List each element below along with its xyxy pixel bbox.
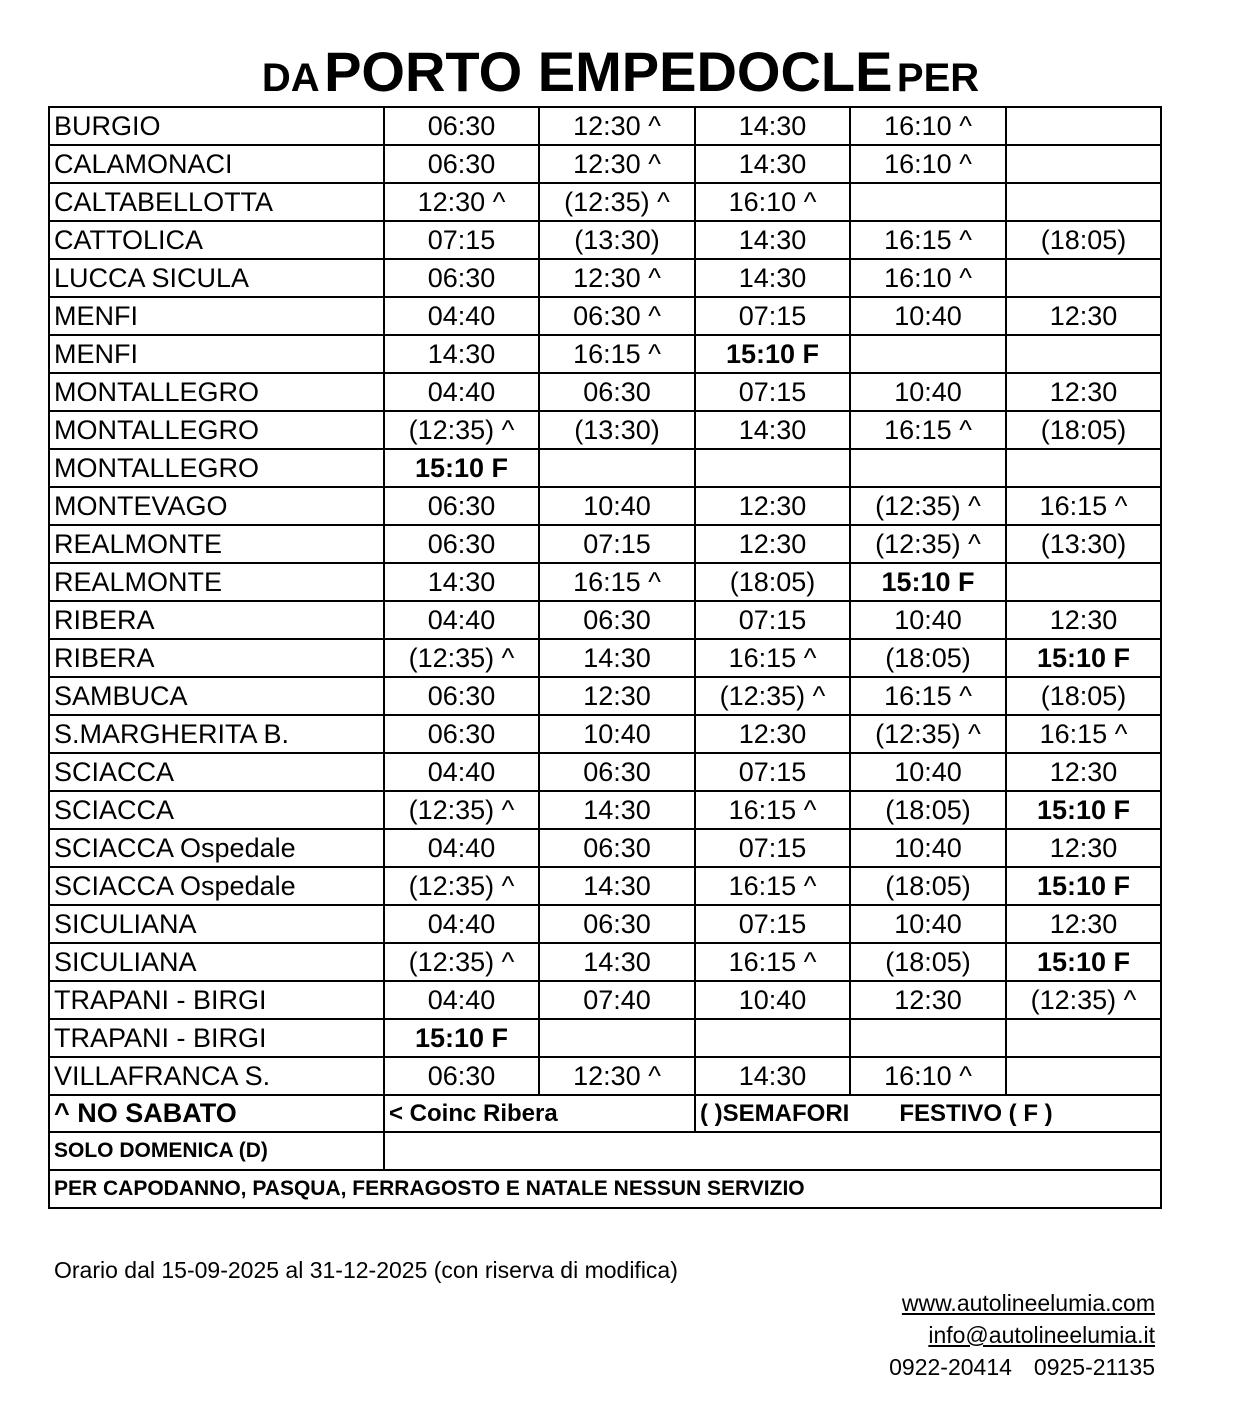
time-cell: 16:15 ^ [850, 221, 1006, 259]
destination-cell: VILLAFRANCA S. [49, 1057, 384, 1095]
time-cell: 14:30 [539, 791, 695, 829]
time-cell: 12:30 [695, 715, 850, 753]
table-row [49, 753, 1161, 791]
time-cell: 12:30 [539, 677, 695, 715]
time-cell [695, 449, 850, 487]
time-cell: 16:15 ^ [695, 639, 850, 677]
destination-cell: BURGIO [49, 107, 384, 145]
time-cell [1006, 335, 1161, 373]
time-cell: 15:10 F [1006, 791, 1161, 829]
time-cell [1006, 449, 1161, 487]
validity-note: Orario dal 15-09-2025 al 31-12-2025 (con riserva di modifica) [54, 1257, 678, 1283]
destination-cell: RIBERA [49, 601, 384, 639]
time-cell: 12:30 [850, 981, 1006, 1019]
legend-festivo: FESTIVO ( F ) [899, 1100, 1053, 1127]
time-cell [539, 1019, 695, 1057]
table-row [49, 829, 1161, 867]
time-cell: 14:30 [695, 145, 850, 183]
time-cell: 06:30 [384, 715, 539, 753]
time-cell: 12:30 ^ [539, 259, 695, 297]
time-cell: (12:35) ^ [384, 943, 539, 981]
time-cell: 07:15 [695, 373, 850, 411]
time-cell: 07:15 [695, 905, 850, 943]
legend-semafori-festivo [695, 1095, 1161, 1132]
time-cell: 07:15 [539, 525, 695, 563]
time-cell: 06:30 [384, 259, 539, 297]
time-cell: (18:05) [1006, 221, 1161, 259]
time-cell: 10:40 [695, 981, 850, 1019]
time-cell: 04:40 [384, 601, 539, 639]
time-cell: 15:10 F [384, 1019, 539, 1057]
time-cell: 16:10 ^ [695, 183, 850, 221]
destination-cell: CALAMONACI [49, 145, 384, 183]
destination-cell: MENFI [49, 297, 384, 335]
table-row [49, 943, 1161, 981]
time-cell: 10:40 [539, 487, 695, 525]
time-cell [1006, 563, 1161, 601]
table-row [49, 259, 1161, 297]
time-cell: 14:30 [539, 639, 695, 677]
destination-cell: SICULIANA [49, 943, 384, 981]
time-cell: 16:10 ^ [850, 145, 1006, 183]
time-cell: (18:05) [695, 563, 850, 601]
destination-cell: CATTOLICA [49, 221, 384, 259]
time-cell: 10:40 [850, 601, 1006, 639]
destination-cell: MONTEVAGO [49, 487, 384, 525]
time-cell: (12:35) ^ [850, 715, 1006, 753]
time-cell: 14:30 [695, 221, 850, 259]
time-cell: 07:15 [695, 829, 850, 867]
time-cell: (18:05) [850, 943, 1006, 981]
time-cell: 10:40 [850, 753, 1006, 791]
destination-cell: REALMONTE [49, 525, 384, 563]
destination-cell: SICULIANA [49, 905, 384, 943]
time-cell [850, 1019, 1006, 1057]
timetable-body [49, 107, 1161, 1095]
holidays-row [49, 1170, 1161, 1208]
table-row [49, 107, 1161, 145]
destination-cell: MONTALLEGRO [49, 411, 384, 449]
time-cell: 06:30 [539, 829, 695, 867]
destination-cell: SCIACCA [49, 791, 384, 829]
time-cell: 12:30 ^ [384, 183, 539, 221]
time-cell: 15:10 F [1006, 639, 1161, 677]
time-cell: 07:15 [695, 753, 850, 791]
time-cell: (12:35) ^ [850, 525, 1006, 563]
destination-cell: SCIACCA Ospedale [49, 867, 384, 905]
time-cell: 06:30 [384, 145, 539, 183]
time-cell: (12:35) ^ [384, 791, 539, 829]
table-row [49, 525, 1161, 563]
time-cell: 16:10 ^ [850, 1057, 1006, 1095]
phone-2: 0925-21135 [1033, 1354, 1155, 1380]
table-row [49, 1019, 1161, 1057]
time-cell: 06:30 [384, 525, 539, 563]
time-cell: (12:35) ^ [695, 677, 850, 715]
time-cell: 10:40 [539, 715, 695, 753]
time-cell: 04:40 [384, 981, 539, 1019]
time-cell: (12:35) ^ [384, 639, 539, 677]
time-cell: 14:30 [384, 335, 539, 373]
time-cell: 04:40 [384, 753, 539, 791]
destination-cell: MENFI [49, 335, 384, 373]
time-cell: 12:30 [1006, 373, 1161, 411]
time-cell: 15:10 F [1006, 867, 1161, 905]
legend-holidays: PER CAPODANNO, PASQUA, FERRAGOSTO E NATALE NESSUN SERVIZIO [49, 1170, 1161, 1208]
table-row [49, 221, 1161, 259]
destination-cell: REALMONTE [49, 563, 384, 601]
destination-cell: SCIACCA Ospedale [49, 829, 384, 867]
time-cell: 06:30 [539, 753, 695, 791]
time-cell: 12:30 [1006, 601, 1161, 639]
time-cell: (12:35) ^ [1006, 981, 1161, 1019]
legend-no-sabato: ^ NO SABATO [49, 1095, 384, 1132]
time-cell: 12:30 [1006, 753, 1161, 791]
table-row [49, 791, 1161, 829]
time-cell: 12:30 ^ [539, 145, 695, 183]
destination-cell: LUCCA SICULA [49, 259, 384, 297]
destination-cell: MONTALLEGRO [49, 449, 384, 487]
time-cell: 07:15 [384, 221, 539, 259]
time-cell: 15:10 F [1006, 943, 1161, 981]
time-cell [850, 335, 1006, 373]
time-cell: 16:15 ^ [695, 791, 850, 829]
time-cell: 14:30 [384, 563, 539, 601]
time-cell: 16:10 ^ [850, 107, 1006, 145]
time-cell: 15:10 F [384, 449, 539, 487]
table-row [49, 867, 1161, 905]
time-cell: 04:40 [384, 297, 539, 335]
table-row [49, 145, 1161, 183]
title-place: PORTO EMPEDOCLE [324, 40, 893, 103]
time-cell: 14:30 [695, 1057, 850, 1095]
table-row [49, 563, 1161, 601]
time-cell: (18:05) [1006, 411, 1161, 449]
time-cell: 12:30 [1006, 905, 1161, 943]
legend-semafori: ( )SEMAFORI [700, 1100, 850, 1127]
time-cell [1006, 1057, 1161, 1095]
destination-cell: TRAPANI - BIRGI [49, 1019, 384, 1057]
time-cell: 16:15 ^ [539, 335, 695, 373]
time-cell: 10:40 [850, 373, 1006, 411]
legend-coinc: < Coinc Ribera [384, 1095, 695, 1132]
time-cell: 12:30 [1006, 829, 1161, 867]
contacts [889, 1287, 1155, 1383]
title-prefix: DA [261, 56, 320, 100]
destination-cell: SCIACCA [49, 753, 384, 791]
time-cell: (12:35) ^ [384, 867, 539, 905]
time-cell: 06:30 [539, 905, 695, 943]
time-cell: 04:40 [384, 905, 539, 943]
time-cell [1006, 259, 1161, 297]
table-row [49, 373, 1161, 411]
time-cell: 16:10 ^ [850, 259, 1006, 297]
destination-cell: CALTABELLOTTA [49, 183, 384, 221]
table-row [49, 449, 1161, 487]
time-cell: 16:15 ^ [695, 867, 850, 905]
phone-1: 0922-20414 [889, 1354, 1012, 1380]
timetable [48, 106, 1162, 1209]
time-cell [1006, 145, 1161, 183]
destination-cell: TRAPANI - BIRGI [49, 981, 384, 1019]
time-cell: (12:35) ^ [850, 487, 1006, 525]
time-cell: 16:15 ^ [1006, 487, 1161, 525]
destination-cell: S.MARGHERITA B. [49, 715, 384, 753]
time-cell: 12:30 [695, 525, 850, 563]
time-cell: 16:15 ^ [850, 411, 1006, 449]
time-cell: (18:05) [850, 867, 1006, 905]
solo-domenica-empty [384, 1132, 1161, 1170]
time-cell: 06:30 [539, 601, 695, 639]
website-link[interactable]: www.autolineelumia.com [901, 1290, 1155, 1316]
time-cell [1006, 107, 1161, 145]
time-cell: 14:30 [539, 943, 695, 981]
time-cell [539, 449, 695, 487]
time-cell: 07:40 [539, 981, 695, 1019]
time-cell: (18:05) [850, 639, 1006, 677]
email-link[interactable]: info@autolineelumia.it [928, 1322, 1155, 1348]
time-cell: (18:05) [850, 791, 1006, 829]
phone-numbers [889, 1351, 1155, 1383]
table-row [49, 183, 1161, 221]
time-cell: 06:30 ^ [539, 297, 695, 335]
legend-solo-domenica: SOLO DOMENICA (D) [49, 1132, 384, 1170]
time-cell [850, 183, 1006, 221]
time-cell: 07:15 [695, 601, 850, 639]
time-cell: 06:30 [384, 1057, 539, 1095]
time-cell: 15:10 F [850, 563, 1006, 601]
timetable-legend [49, 1095, 1161, 1208]
time-cell: 15:10 F [695, 335, 850, 373]
time-cell: (18:05) [1006, 677, 1161, 715]
time-cell [695, 1019, 850, 1057]
table-row [49, 297, 1161, 335]
time-cell: 16:15 ^ [1006, 715, 1161, 753]
time-cell: 07:15 [695, 297, 850, 335]
time-cell: 12:30 [695, 487, 850, 525]
time-cell: (13:30) [539, 221, 695, 259]
time-cell: 06:30 [384, 677, 539, 715]
time-cell: 10:40 [850, 297, 1006, 335]
time-cell: 12:30 ^ [539, 1057, 695, 1095]
time-cell [1006, 1019, 1161, 1057]
time-cell [1006, 183, 1161, 221]
table-row [49, 487, 1161, 525]
time-cell: (13:30) [539, 411, 695, 449]
destination-cell: RIBERA [49, 639, 384, 677]
table-row [49, 639, 1161, 677]
destination-cell: SAMBUCA [49, 677, 384, 715]
time-cell: 06:30 [539, 373, 695, 411]
table-row [49, 411, 1161, 449]
time-cell: 16:15 ^ [539, 563, 695, 601]
table-row [49, 715, 1161, 753]
time-cell: 06:30 [384, 487, 539, 525]
time-cell: 16:15 ^ [850, 677, 1006, 715]
time-cell: (12:35) ^ [384, 411, 539, 449]
time-cell: 12:30 ^ [539, 107, 695, 145]
table-row [49, 905, 1161, 943]
table-row [49, 335, 1161, 373]
solo-domenica-row [49, 1132, 1161, 1170]
time-cell [850, 449, 1006, 487]
time-cell: 04:40 [384, 373, 539, 411]
table-row [49, 601, 1161, 639]
time-cell: 14:30 [695, 411, 850, 449]
time-cell: 10:40 [850, 829, 1006, 867]
time-cell: 16:15 ^ [695, 943, 850, 981]
time-cell: 14:30 [695, 107, 850, 145]
table-row [49, 981, 1161, 1019]
time-cell: 12:30 [1006, 297, 1161, 335]
time-cell: 10:40 [850, 905, 1006, 943]
table-row [49, 1057, 1161, 1095]
time-cell: (13:30) [1006, 525, 1161, 563]
time-cell: 14:30 [539, 867, 695, 905]
time-cell: 04:40 [384, 829, 539, 867]
time-cell: 06:30 [384, 107, 539, 145]
title-suffix: PER [896, 56, 980, 100]
table-row [49, 677, 1161, 715]
time-cell: 14:30 [695, 259, 850, 297]
legend-row [49, 1095, 1161, 1132]
destination-cell: MONTALLEGRO [49, 373, 384, 411]
time-cell: (12:35) ^ [539, 183, 695, 221]
